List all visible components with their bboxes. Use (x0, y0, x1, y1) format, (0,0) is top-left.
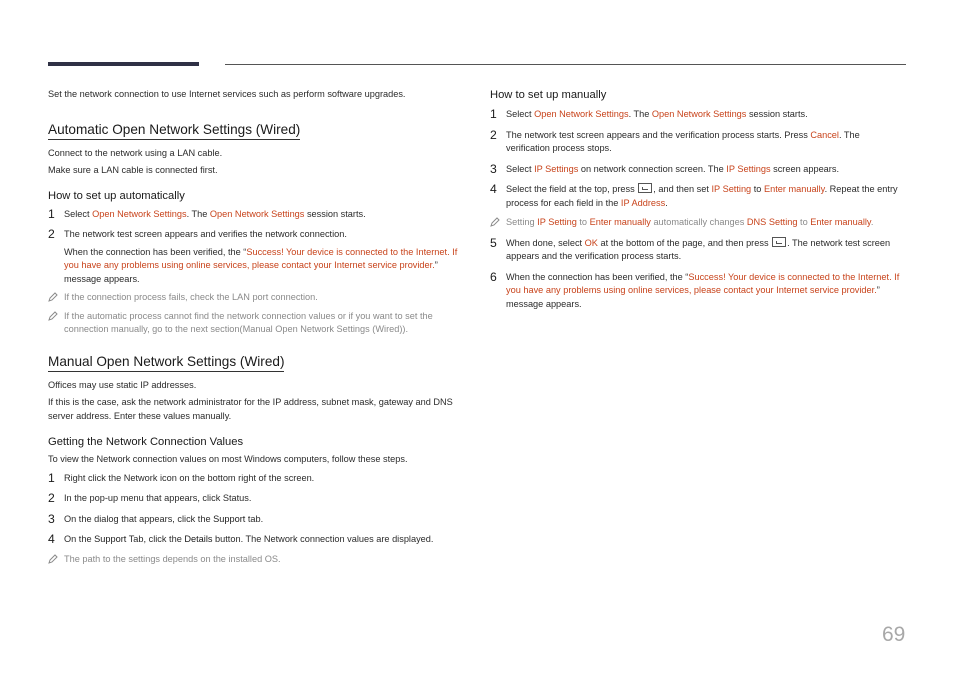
note-text: to (797, 217, 811, 227)
auto-step-1 (48, 208, 468, 222)
step-number: 2 (48, 491, 55, 505)
left-column (48, 88, 468, 566)
cancel-label: Cancel (810, 129, 839, 140)
step-number: 4 (48, 532, 55, 546)
auto-step-2-detail (48, 246, 468, 287)
step-text: . The (186, 208, 210, 219)
step-text: Select (506, 163, 535, 174)
dns-setting-label: DNS Setting (746, 217, 798, 227)
step-text: On the dialog that appears, click the (64, 513, 214, 524)
step-number: 1 (490, 107, 497, 121)
auto-note-1 (48, 291, 468, 305)
success-message: Success! Your device is connected to the Internet. If you have any problems using online services, please contact your Internet service provider. (506, 271, 900, 295)
pencil-note-icon (48, 311, 58, 321)
step-text: . (665, 197, 668, 208)
step-text: Tab, click the (126, 534, 185, 544)
page-number: 69 (882, 623, 906, 646)
auto-step-2 (48, 228, 468, 242)
auto-subtitle: How to set up automatically (48, 189, 185, 202)
auto-p2: Make sure a LAN cable is connected first. (48, 165, 218, 175)
note-text: If the connection process fails, check the LAN port connection. (64, 292, 318, 302)
manual-step-1 (48, 472, 468, 486)
enter-manually-label: Enter manually (810, 217, 871, 227)
step-text: . The network test screen appears and the verification process starts. (506, 237, 891, 261)
open-network-settings-link: Open Network Settings (651, 109, 747, 119)
open-network-settings-link: Open Network Settings (209, 208, 305, 219)
step-number: 5 (490, 235, 497, 250)
intro-text: Set the network connection to use Internet services such as perform software upgrades. (48, 89, 406, 99)
step-text: screen appears. (770, 163, 839, 174)
open-network-settings-link: Open Network Settings (534, 109, 629, 119)
manual-step-2 (48, 492, 468, 506)
support-tab-label: Support (213, 513, 246, 524)
details-button-label: Details (184, 534, 213, 544)
howto-step-3 (490, 163, 906, 177)
step-text: When the connection has been verified, the “ (64, 246, 247, 257)
manual-p2: If this is the case, ask the network administrator for the IP address, subnet mask, gateway and DNS server address. Enter these values manually. (48, 397, 453, 421)
auto-p1: Connect to the network using a LAN cable. (48, 147, 223, 158)
note-text: automatically changes (650, 217, 747, 227)
manual-step-3 (48, 513, 468, 527)
ip-settings-label: IP Settings (726, 163, 771, 174)
step-text: . The verification process stops. (506, 129, 860, 153)
step-text: Right click the Network icon on the bottom right of the screen. (64, 472, 315, 483)
step-text: ” message appears. (506, 285, 880, 309)
howto-subtitle: How to set up manually (490, 89, 607, 101)
auto-note-2 (48, 310, 468, 337)
manual-section-title: Manual Open Network Settings (Wired) (48, 353, 284, 372)
header-rule (225, 64, 906, 65)
step-text: tab. (245, 513, 264, 524)
step-text: When done, select (506, 237, 585, 248)
enter-manually-label: Enter manually (589, 217, 651, 227)
note-text: . (870, 217, 874, 227)
manual-step-4 (48, 533, 468, 547)
howto-step-5 (490, 237, 906, 264)
step-text: to (751, 184, 764, 194)
step-text: . Repeat the entry process for each field in the (506, 184, 898, 208)
step-text: In the pop-up menu that appears, click Status. (64, 493, 252, 503)
ip-address-label: IP Address (620, 197, 666, 208)
howto-step-1 (490, 108, 906, 122)
ip-setting-label: IP Setting (537, 217, 577, 227)
step-text: The network test screen appears and verifies the network connection. (64, 229, 347, 239)
enter-manually-label: Enter manually (763, 184, 825, 194)
step-text: session starts. (746, 109, 808, 119)
howto-note (490, 216, 906, 230)
note-text: The path to the settings depends on the installed OS. (64, 553, 281, 564)
open-network-settings-link: Open Network Settings (92, 208, 187, 219)
pencil-note-icon (490, 217, 500, 227)
ok-label: OK (584, 237, 598, 248)
step-number: 1 (48, 470, 55, 485)
step-number: 6 (490, 269, 497, 284)
success-message: Success! Your device is connected to the Internet. If you have any problems using online services, please contact your Internet service provider. (64, 246, 458, 270)
howto-step-4 (490, 183, 906, 210)
step-text: Select the field at the top, press (506, 184, 638, 194)
note-text: If the automatic process cannot find the network connection values or if you want to set the connection manually, go to the next section(Manual Open Network Settings (Wired)). (64, 310, 433, 334)
manual-subtitle: Getting the Network Connection Values (48, 436, 244, 448)
step-text: Select (506, 109, 535, 119)
step-text: , and then set (653, 184, 712, 194)
ip-setting-label: IP Setting (711, 184, 752, 194)
step-number: 3 (490, 161, 497, 176)
note-text: Setting (506, 217, 538, 227)
note-text: to (576, 217, 590, 227)
ip-settings-label: IP Settings (534, 163, 579, 174)
step-number: 1 (48, 206, 55, 221)
howto-step-6 (490, 271, 906, 312)
enter-key-icon (772, 237, 786, 247)
howto-step-2 (490, 129, 906, 156)
step-text: ” message appears. (64, 260, 438, 284)
right-column (490, 88, 906, 311)
pencil-note-icon (48, 292, 58, 302)
manual-p3: To view the Network connection values on most Windows computers, follow these steps. (48, 454, 408, 464)
step-text: . The (628, 109, 652, 119)
header-accent-bar (48, 62, 199, 66)
manual-p1: Offices may use static IP addresses. (48, 379, 197, 390)
step-number: 2 (490, 127, 497, 142)
step-text: When the connection has been verified, the “ (506, 271, 689, 282)
pencil-note-icon (48, 554, 58, 564)
auto-section-title: Automatic Open Network Settings (Wired) (48, 121, 300, 140)
step-text: On the (64, 534, 95, 544)
manual-note (48, 553, 468, 567)
step-number: 2 (48, 227, 55, 241)
step-number: 4 (490, 182, 497, 196)
step-text: button. The Network connection values are displayed. (212, 534, 434, 544)
step-text: The network test screen appears and the verification process starts. Press (506, 129, 811, 140)
step-text: session starts. (304, 208, 366, 219)
step-text: Select (64, 208, 93, 219)
enter-key-icon (638, 183, 652, 193)
step-text: at the bottom of the page, and then press (597, 237, 772, 248)
step-number: 3 (48, 511, 55, 526)
step-text: on network connection screen. The (578, 163, 727, 174)
support-tab-label: Support (94, 534, 127, 544)
